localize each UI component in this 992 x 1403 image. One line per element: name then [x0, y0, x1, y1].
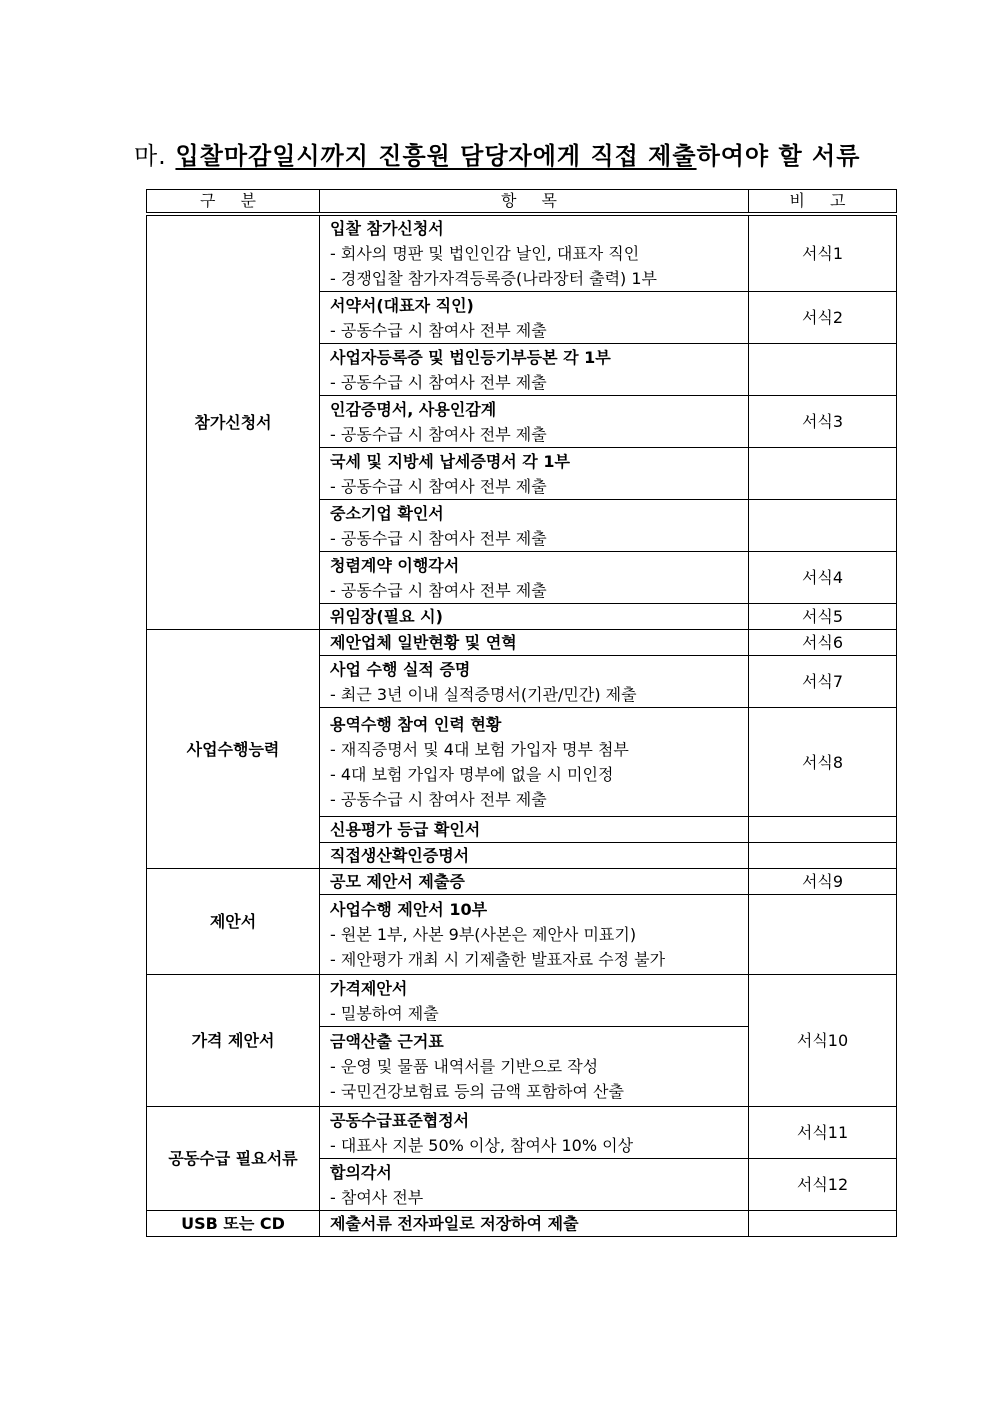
item-heading: 중소기업 확인서 [330, 503, 444, 523]
table-row [147, 869, 897, 895]
table-body [147, 214, 897, 1237]
table-row [147, 630, 897, 656]
item-detail: - 공동수급 시 참여사 전부 제출 [330, 580, 547, 600]
item-cell [320, 843, 749, 869]
note-cell: 서식5 [749, 604, 897, 630]
item-cell [320, 817, 749, 843]
item-cell [320, 292, 749, 344]
item-heading: 위임장(필요 시) [330, 607, 443, 626]
item-cell [320, 708, 749, 817]
note-cell: 서식10 [749, 975, 897, 1107]
note-cell [749, 448, 897, 500]
table-row [147, 975, 897, 1027]
item-detail: - 대표사 지분 50% 이상, 참여사 10% 이상 [330, 1135, 634, 1155]
note-cell: 서식1 [749, 214, 897, 292]
title-underlined: 입찰마감일시까지 진흥원 담당자에게 직접 제출 [175, 142, 697, 170]
item-cell [320, 1107, 749, 1159]
item-heading: 공동수급표준협정서 [330, 1110, 470, 1130]
category-cell: USB 또는 CD [147, 1211, 320, 1237]
item-cell [320, 656, 749, 708]
item-heading: 공모 제안서 제출증 [330, 872, 465, 891]
item-detail: - 재직증명서 및 4대 보험 가입자 명부 첨부 [330, 740, 629, 759]
item-detail: - 공동수급 시 참여사 전부 제출 [330, 372, 547, 392]
item-cell [320, 975, 749, 1027]
item-detail: - 회사의 명판 및 법인인감 날인, 대표자 직인 [330, 244, 640, 263]
item-heading: 사업수행 제안서 10부 [330, 900, 488, 919]
note-cell: 서식12 [749, 1159, 897, 1211]
note-cell [749, 1211, 897, 1237]
item-detail: - 원본 1부, 사본 9부(사본은 제안사 미표기) [330, 925, 637, 944]
table-header-row [147, 190, 897, 215]
item-detail: - 공동수급 시 참여사 전부 제출 [330, 476, 547, 496]
item-detail: - 공동수급 시 참여사 전부 제출 [330, 790, 547, 809]
item-detail: - 운영 및 물품 내역서를 기반으로 작성 [330, 1057, 599, 1076]
header-note: 비 고 [749, 190, 897, 215]
item-cell [320, 869, 749, 895]
title-prefix: 마. [134, 142, 176, 170]
section-title [134, 136, 860, 171]
item-detail: - 경쟁입찰 참가자격등록증(나라장터 출력) 1부 [330, 269, 657, 288]
item-detail: - 제안평가 개최 시 기제출한 발표자료 수정 불가 [330, 950, 666, 969]
item-heading: 가격제안서 [330, 978, 408, 998]
note-cell: 서식6 [749, 630, 897, 656]
item-detail: - 참여사 전부 [330, 1187, 424, 1207]
category-cell: 가격 제안서 [147, 975, 320, 1107]
category-cell: 공동수급 필요서류 [147, 1107, 320, 1211]
note-cell: 서식9 [749, 869, 897, 895]
item-heading: 제안업체 일반현황 및 연혁 [330, 633, 517, 652]
note-cell [749, 895, 897, 975]
note-cell [749, 817, 897, 843]
item-heading: 제출서류 전자파일로 저장하여 제출 [330, 1214, 579, 1233]
item-cell [320, 214, 749, 292]
item-detail: - 국민건강보험료 등의 금액 포함하여 산출 [330, 1082, 624, 1101]
item-heading: 청렴계약 이행각서 [330, 555, 460, 575]
category-cell: 제안서 [147, 869, 320, 975]
item-cell [320, 1211, 749, 1237]
item-cell [320, 552, 749, 604]
note-cell: 서식7 [749, 656, 897, 708]
item-detail: - 공동수급 시 참여사 전부 제출 [330, 424, 547, 444]
item-cell [320, 1027, 749, 1107]
note-cell: 서식11 [749, 1107, 897, 1159]
category-cell: 참가신청서 [147, 214, 320, 630]
item-cell [320, 500, 749, 552]
item-detail: - 공동수급 시 참여사 전부 제출 [330, 320, 547, 340]
documents-table [146, 189, 897, 1237]
item-cell [320, 448, 749, 500]
item-cell [320, 344, 749, 396]
item-detail: - 밀봉하여 제출 [330, 1003, 439, 1023]
item-cell [320, 630, 749, 656]
note-cell: 서식4 [749, 552, 897, 604]
item-cell [320, 895, 749, 975]
item-heading: 합의각서 [330, 1162, 392, 1182]
item-heading: 직접생산확인증명서 [330, 846, 470, 865]
note-cell: 서식2 [749, 292, 897, 344]
item-heading: 입찰 참가신청서 [330, 219, 444, 238]
item-heading: 인감증명서, 사용인감계 [330, 399, 497, 419]
item-heading: 사업자등록증 및 법인등기부등본 각 1부 [330, 347, 611, 367]
header-item: 항 목 [320, 190, 749, 215]
item-heading: 서약서(대표자 직인) [330, 295, 474, 315]
item-heading: 용역수행 참여 인력 현황 [330, 715, 502, 734]
item-heading: 신용평가 등급 확인서 [330, 820, 481, 839]
item-heading: 사업 수행 실적 증명 [330, 659, 471, 679]
table-row [147, 1211, 897, 1237]
note-cell: 서식8 [749, 708, 897, 817]
note-cell [749, 843, 897, 869]
item-cell [320, 396, 749, 448]
table-row [147, 214, 897, 292]
note-cell: 서식3 [749, 396, 897, 448]
category-cell: 사업수행능력 [147, 630, 320, 869]
item-detail: - 4대 보험 가입자 명부에 없을 시 미인정 [330, 765, 614, 784]
item-detail: - 공동수급 시 참여사 전부 제출 [330, 528, 547, 548]
table-row [147, 1107, 897, 1159]
note-cell [749, 500, 897, 552]
item-cell [320, 1159, 749, 1211]
item-detail: - 최근 3년 이내 실적증명서(기관/민간) 제출 [330, 684, 637, 704]
item-cell [320, 604, 749, 630]
note-cell [749, 344, 897, 396]
item-heading: 금액산출 근거표 [330, 1032, 444, 1051]
item-heading: 국세 및 지방세 납세증명서 각 1부 [330, 451, 570, 471]
header-category: 구 분 [147, 190, 320, 215]
title-suffix: 하여야 할 서류 [696, 142, 861, 170]
